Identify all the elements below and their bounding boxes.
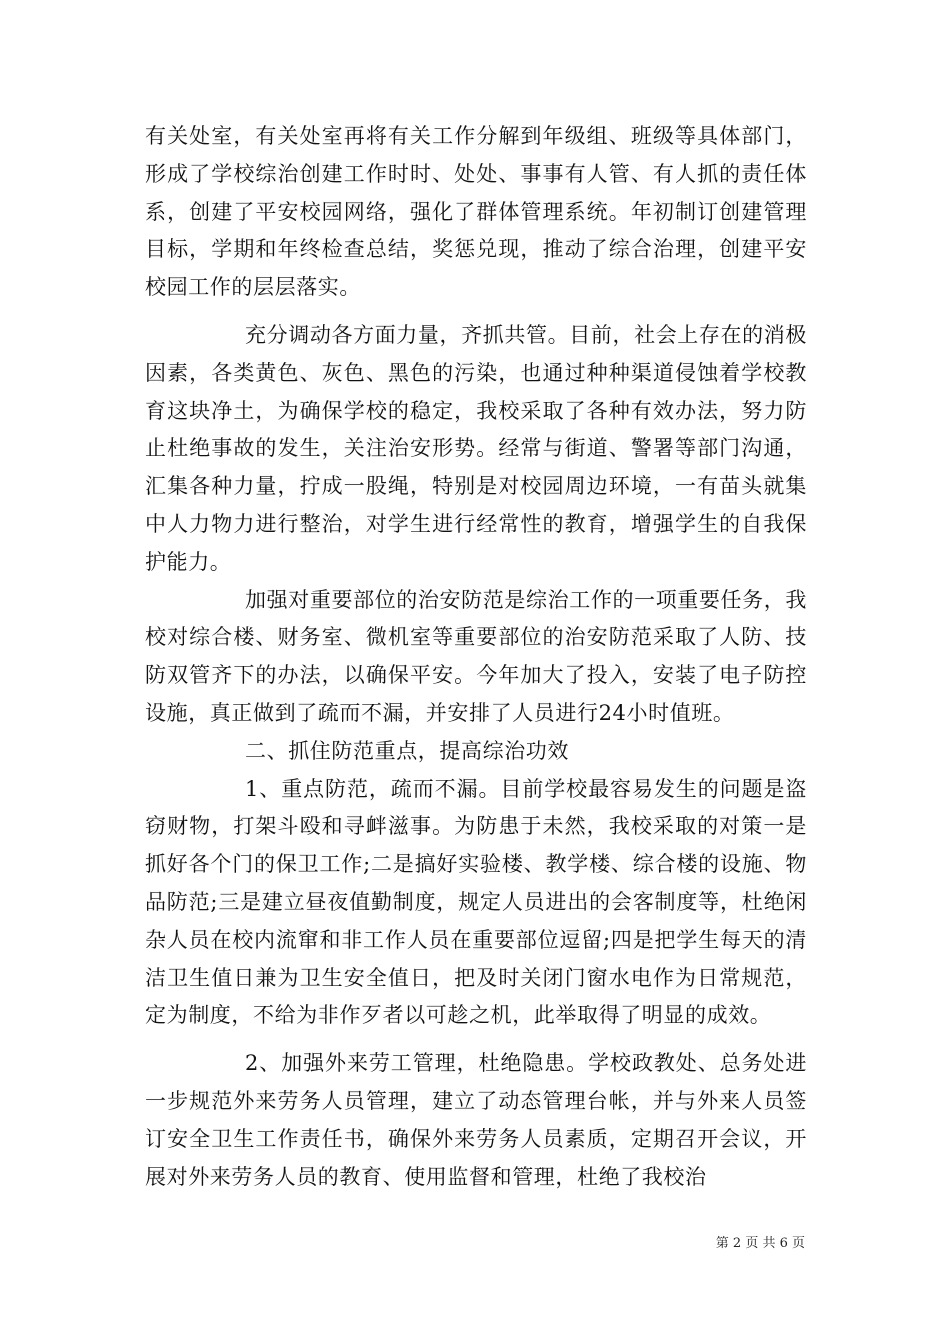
paragraph-continuation: 有关处室，有关处室再将有关工作分解到年级组、班级等具体部门，形成了学校综治创建工作时时、处处、事事有人管、有人抓的责任体系，创建了平安校园网络，强化了群体管理系统。年初制订创建管理目标，学期和年终检查总结，奖惩兑现，推动了综合治理，创建平安校园工作的层层落实。 [145, 124, 807, 300]
page-number: 第 2 页 共 6 页 [715, 1236, 805, 1251]
paragraph-gap [145, 307, 807, 317]
paragraph-mobilize-forces: 充分调动各方面力量，齐抓共管。目前，社会上存在的消极因素，各类黄色、灰色、黑色的污染，也通过种种渠道侵蚀着学校教育这块净土，为确保学校的稳定，我校采取了各种有效办法，努力防止杜绝事故的发生，关注治安形势。经常与街道、警署等部门沟通，汇集各种力量，拧成一股绳，特别是对校园周边环境，一有苗头就集中人力物力进行整治，对学生进行经常性的教育，增强学生的自我保护能力。 [145, 322, 807, 574]
document-body [145, 118, 807, 1196]
section-heading: 二、抓住防范重点，提高综治功效 [245, 738, 569, 763]
paragraph-key-site-security: 加强对重要部位的治安防范是综治工作的一项重要任务，我校对综合楼、财务室、微机室等重要部位的治安防范采取了人防、技防双管齐下的办法，以确保平安。今年加大了投入，安装了电子防控设施，真正做到了疏而不漏，并安排了人员进行24小时值班。 [145, 587, 807, 725]
paragraph-migrant-labor: 2、加强外来劳工管理，杜绝隐患。学校政教处、总务处进一步规范外来劳务人员管理，建立了动态管理台帐，并与外来人员签订安全卫生工作责任书，确保外来劳务人员素质，定期召开会议，开展对外来劳务人员的教育、使用监督和管理，杜绝了我校治 [145, 1051, 807, 1189]
paragraph-key-prevention: 1、重点防范，疏而不漏。目前学校最容易发生的问题是盗窃财物，打架斗殴和寻衅滋事。为防患于未然，我校采取的对策一是抓好各个门的保卫工作;二是搞好实验楼、教学楼、综合楼的设施、物品防范;三是建立昼夜值勤制度，规定人员进出的会客制度等，杜绝闲杂人员在校内流窜和非工作人员在重要部位逗留;四是把学生每天的清洁卫生值日兼为卫生安全值日，把及时关闭门窗水电作为日常规范，定为制度，不给为非作歹者以可趁之机，此举取得了明显的成效。 [145, 776, 807, 1028]
paragraph-gap [145, 1035, 807, 1045]
